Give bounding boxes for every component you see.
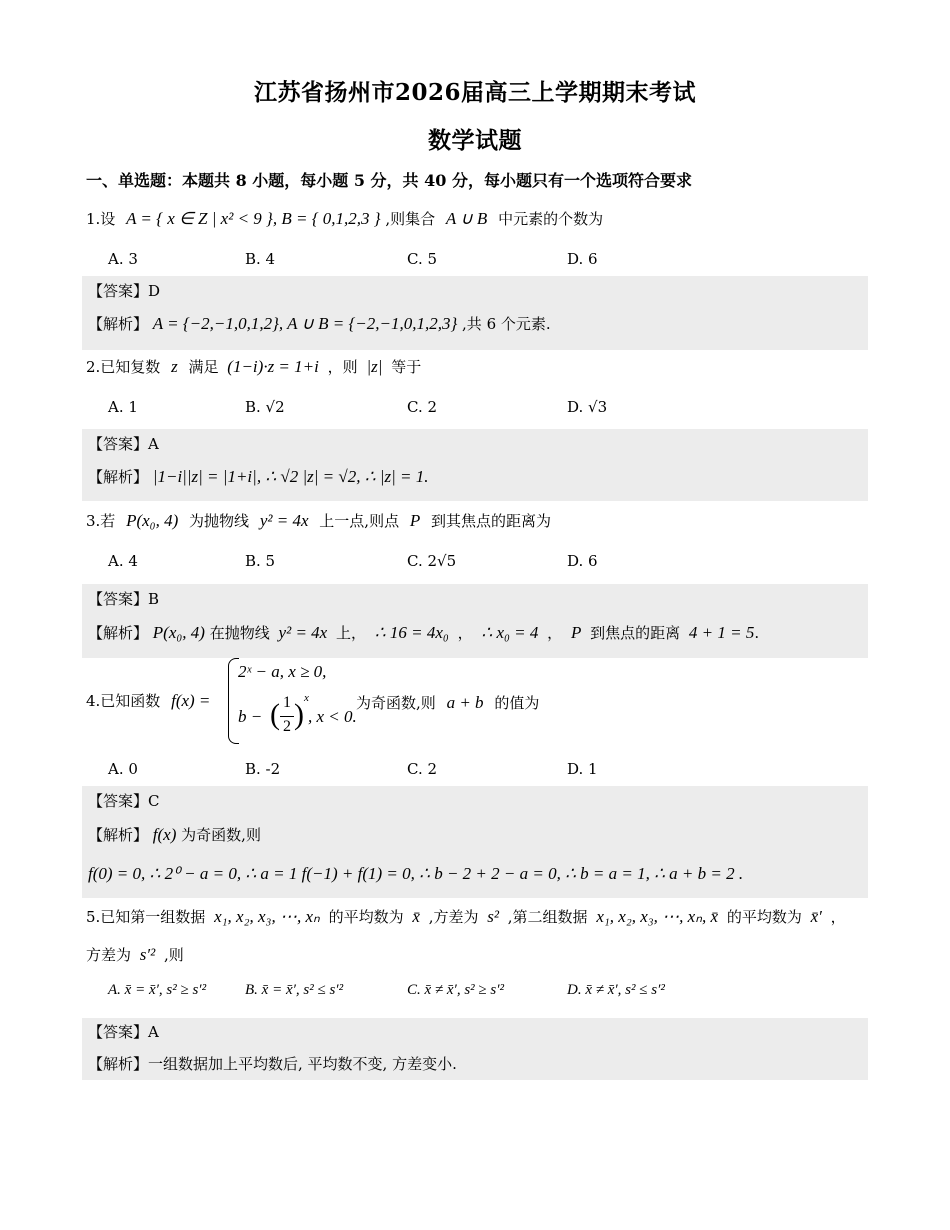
q2-stem-text: 满足 <box>188 358 219 376</box>
q2-option-c: C. 2 <box>407 398 438 416</box>
q4-stem-text: 为奇函数,则 <box>356 694 436 712</box>
q4-analysis <box>88 824 261 845</box>
question-4-stem-lead <box>86 690 210 711</box>
q1-answer-label: 【答案】 <box>88 282 149 300</box>
q2-stem-math: (1−i)·z = 1+i <box>227 357 319 376</box>
q1-option-c: C. 5 <box>407 250 438 268</box>
q4-analysis-math: f(x) <box>152 825 177 844</box>
q5-stem-math5: x̄′ <box>810 907 822 926</box>
q5-stem-text5: ， <box>830 908 846 926</box>
q4-stem-tail: 的值为 <box>494 694 540 712</box>
q4-option-d: D. 1 <box>567 760 598 778</box>
q3-answer <box>88 588 159 609</box>
q5-stem-text3: ,第二组数据 <box>507 908 588 926</box>
q3-analysis-math5: 4 + 1 = 5 <box>688 623 755 642</box>
question-2-stem <box>86 356 421 377</box>
q3-analysis-math2: y² = 4x <box>278 623 328 642</box>
q5-stem-math: x₁, x₂, x₃, ⋯, xₙ <box>214 907 320 926</box>
q3-stem-math2: y² = 4x <box>259 511 309 530</box>
q2-solution-box <box>82 429 868 501</box>
q3-analysis-var: P <box>570 623 582 642</box>
q4-option-b: B. -2 <box>245 760 281 778</box>
q3-analysis <box>88 622 759 643</box>
q4-stem-math: f(x) = <box>171 691 211 710</box>
q3-stem-var: P <box>409 511 421 530</box>
q3-analysis-math4: ∴ x₀ = 4 <box>481 623 539 642</box>
q5-option-c: C. x̄ ≠ x̄′, s² ≥ s′² <box>407 982 505 998</box>
q5-stem-math2: x̄ <box>412 907 420 926</box>
q5-option-b: B. x̄ = x̄′, s² ≤ s′² <box>245 982 344 998</box>
q5-answer-label: 【答案】 <box>88 1023 149 1041</box>
q3-option-a: A. 4 <box>108 552 138 570</box>
q3-stem-text: 为抛物线 <box>189 512 250 530</box>
q3-analysis-label: 【解析】 <box>88 624 149 642</box>
q1-number: 1.设 <box>86 210 116 228</box>
q5-option-a: A. x̄ = x̄′, s² ≥ s′² <box>108 982 207 998</box>
q2-stem-var: z <box>171 357 178 376</box>
q2-option-a: A. 1 <box>108 398 138 416</box>
q4-answer-label: 【答案】 <box>88 792 149 810</box>
q3-option-b: B. 5 <box>245 552 276 570</box>
q4-case-1: 2ˣ − a, x ≥ 0, <box>238 662 327 681</box>
q3-analysis-text4: ， <box>547 624 563 642</box>
question-1-stem <box>86 208 603 229</box>
q4-analysis-text: 为奇函数,则 <box>181 826 261 844</box>
q1-stem-text: ,则集合 <box>385 210 436 228</box>
q3-option-c: C. 2√5 <box>407 552 457 570</box>
q2-stem-math2: |z| <box>366 357 383 376</box>
q2-analysis-math: |1−i||z| = |1+i|, ∴ √2 |z| = √2, ∴ |z| = 1. <box>152 467 429 486</box>
q5-stem-text4: 的平均数为 <box>726 908 802 926</box>
q3-analysis-end: . <box>754 624 760 642</box>
q3-option-d: D. 6 <box>567 552 598 570</box>
q5-analysis <box>88 1053 457 1074</box>
q2-number: 2.已知复数 <box>86 358 161 376</box>
q2-option-b: B. √2 <box>245 398 285 416</box>
question-3-stem <box>86 510 551 531</box>
q4-analysis-line-2 <box>88 864 743 884</box>
question-5-stem <box>86 906 846 927</box>
q2-stem-tail: 等于 <box>391 358 422 376</box>
q1-stem-math2: A ∪ B <box>445 209 488 228</box>
question-5-stem-line-2 <box>86 944 184 965</box>
q1-stem-math: A = { x ∈ Z | x² < 9 }, B = { 0,1,2,3 } <box>126 209 381 228</box>
q3-analysis-text: 在抛物线 <box>209 624 270 642</box>
q3-analysis-text3: ， <box>457 624 473 642</box>
q1-analysis-text: ,共 6 个元素. <box>462 315 551 333</box>
q4-case-2-exponent: x <box>304 692 309 704</box>
q4-case-2-pre: b − <box>238 707 263 726</box>
q4-option-a: A. 0 <box>108 760 138 778</box>
q3-answer-value: B <box>148 590 160 608</box>
exam-title: 江苏省扬州市2026届高三上学期期末考试 <box>253 79 696 106</box>
q1-analysis-label: 【解析】 <box>88 315 149 333</box>
q4-stem-math2: a + b <box>446 693 484 712</box>
q4-case-2-fraction-bar <box>280 716 294 717</box>
exam-subtitle: 数学试题 <box>428 127 522 154</box>
q1-answer <box>88 280 160 301</box>
q2-analysis <box>88 466 428 487</box>
q1-option-b: B. 4 <box>245 250 276 268</box>
q2-option-d: D. √3 <box>567 398 608 416</box>
q5-stem-math4: x₁, x₂, x₃, ⋯, xₙ, x̄ <box>596 907 719 926</box>
q3-analysis-math3: ∴ 16 = 4x₀ <box>374 623 449 642</box>
q3-stem-text2: 上一点,则点 <box>319 512 400 530</box>
q5-line2-pre: 方差为 <box>86 946 132 964</box>
q3-analysis-math: P(x₀, 4) <box>152 623 205 642</box>
q1-analysis-math: A = {−2,−1,0,1,2}, A ∪ B = {−2,−1,0,1,2,3} <box>152 314 458 333</box>
section-title: 一、单选题：本题共 8 小题，每小题 5 分，共 40 分，每小题只有一个选项符合要求 <box>86 171 692 190</box>
q3-analysis-text5: 到焦点的距离 <box>590 624 681 642</box>
q4-case-2-denominator: 2 <box>283 718 291 735</box>
q5-option-d: D. x̄ ≠ x̄′, s² ≤ s′² <box>567 982 665 998</box>
q4-number: 4.已知函数 <box>86 692 161 710</box>
q4-analysis-label: 【解析】 <box>88 826 149 844</box>
q3-answer-label: 【答案】 <box>88 590 149 608</box>
q5-number: 5.已知第一组数据 <box>86 908 206 926</box>
q4-case-2-paren-open: ( <box>270 698 280 731</box>
q1-option-d: D. 6 <box>567 250 598 268</box>
q4-option-c: C. 2 <box>407 760 438 778</box>
q5-stem-text2: ,方差为 <box>428 908 479 926</box>
q3-stem-tail: 到其焦点的距离为 <box>431 512 552 530</box>
q1-analysis <box>88 313 551 334</box>
q5-line2-post: ,则 <box>164 946 184 964</box>
q5-answer <box>88 1021 159 1042</box>
q3-stem-math: P(x₀, 4) <box>126 511 179 530</box>
q2-answer-value: A <box>148 435 159 453</box>
q4-analysis-line2-math: f(0) = 0, ∴ 2⁰ − a = 0, ∴ a = 1 f(−1) + f(1) = 0, ∴ b − 2 + 2 − a = 0, ∴ b = a = 1, ∴ a + b = 2 . <box>88 864 744 883</box>
q2-stem-text2: ，则 <box>327 358 358 376</box>
q3-solution-box <box>82 584 868 658</box>
q4-case-2-post: , x < 0. <box>308 707 357 726</box>
q4-case-2-paren-close: ) <box>294 698 304 731</box>
q5-analysis-label: 【解析】 <box>88 1055 149 1073</box>
q5-answer-value: A <box>148 1023 159 1041</box>
q2-answer <box>88 433 159 454</box>
question-4-stem-tail <box>356 692 539 713</box>
q1-answer-value: D <box>148 282 161 300</box>
q5-line2-math: s′² <box>139 945 156 964</box>
q4-answer-value: C <box>148 792 160 810</box>
q5-analysis-text: 一组数据加上平均数后, 平均数不变, 方差变小. <box>148 1055 457 1073</box>
q4-case-2-numerator: 1 <box>283 694 291 711</box>
q2-analysis-label: 【解析】 <box>88 468 149 486</box>
q5-stem-math3: s² <box>487 907 499 926</box>
q4-answer <box>88 790 160 811</box>
q3-number: 3.若 <box>86 512 116 530</box>
q1-stem-tail: 中元素的个数为 <box>498 210 604 228</box>
q1-option-a: A. 3 <box>108 250 138 268</box>
q3-analysis-text2: 上， <box>336 624 367 642</box>
q5-stem-text: 的平均数为 <box>328 908 404 926</box>
q2-answer-label: 【答案】 <box>88 435 149 453</box>
